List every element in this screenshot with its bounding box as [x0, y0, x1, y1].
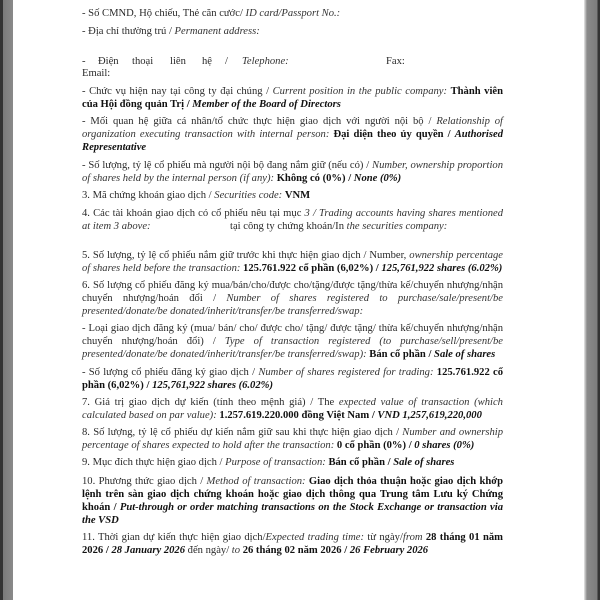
securities-company-label-en: the securities company: [346, 221, 448, 232]
label-vi: - Mối quan hệ giữa cá nhân/tổ chức thực hiện giao dịch với người nội bộ / [82, 116, 437, 127]
value-en: VND 1,257,619,220,000 [377, 410, 482, 421]
field-permanent-address [82, 25, 503, 38]
from-label-vi: từ ngày/ [367, 532, 403, 543]
item-6-transaction-type [82, 322, 503, 361]
end-date-vi: 26 tháng 02 năm 2026 / [242, 545, 350, 556]
dash: - [82, 56, 86, 67]
value-vi: 125.761.922 cổ phần (6,02%) / [243, 263, 382, 274]
label-vi: 8. Số lượng, tỷ lệ cổ phiếu dự kiến nắm giữ sau khi thực hiện giao dịch / [82, 427, 403, 438]
value-vi: 125.761.922 cổ phần (6,02%) / [82, 367, 503, 391]
end-date-en: 26 February 2026 [349, 545, 429, 556]
label-en: Current position in the public company: [272, 86, 451, 97]
label-vi: - Số lượng cổ phiếu đăng ký giao dịch / [82, 367, 259, 378]
label-vi: 3. Mã chứng khoán giao dịch / [82, 190, 215, 201]
item-6-shares-for-trading [82, 366, 503, 392]
value-en: Sale of shares [434, 349, 496, 360]
label-en: Expected trading time: [265, 532, 368, 543]
value-vi: 0 cổ phần (0%) / [336, 440, 415, 451]
item-11-trading-time [82, 531, 503, 557]
value-en: None (0%) [353, 173, 402, 184]
field-relationship [82, 115, 503, 154]
telephone-label-word: thoại [132, 56, 154, 67]
label-en: Number and ownership percentage of shares expected to hold after the transaction: [82, 427, 503, 451]
label-en: Number of shares registered for trading: [258, 367, 437, 378]
label-vi: - Số lượng, tỷ lệ cổ phiếu mà người nội bộ đang nắm giữ (nếu có) / [82, 160, 373, 171]
label-en: ownership percentage of shares held before the transaction: [82, 250, 503, 274]
value-en: 0 shares (0%) [414, 440, 475, 451]
label-vi: - Số CMND, Hộ chiếu, Thẻ căn cước/ [82, 8, 246, 19]
to-label-vi: đến ngày/ [185, 545, 232, 556]
value-vi: Thành viên của Hội đồng quản Trị / [82, 86, 503, 110]
label-en: Method of transaction: [206, 476, 309, 487]
label-vi: - Địa chỉ thường trú / [82, 26, 175, 37]
telephone-label-en: Telephone: [242, 56, 289, 67]
label-vi: - Loại giao dịch đăng ký (mua/ bán/ cho/ được cho/ tặng/ được tặng/ thừa kế/chuyển nhượng/nhận chuyển nhượng/hoán đổi) / [82, 323, 503, 347]
field-id-card [82, 7, 503, 20]
label-en: Securities code: [214, 190, 285, 201]
label-vi: 5. Số lượng, tỷ lệ cổ phiếu nắm giữ trước khi thực hiện giao dịch / Number, [82, 250, 410, 261]
item-8-shares-after [82, 426, 503, 452]
value-vi: Giao dịch thỏa thuận hoặc giao dịch khớp lệnh trên sàn giao dịch chứng khoán hoặc giao dịch thông qua Trung tâm Lưu ký Chứng khoán / [82, 476, 503, 513]
to-label-en: to [231, 545, 243, 556]
label-en: Relationship of organization executing transaction with internal person: [82, 116, 503, 140]
label-vi: 6. Số lượng cổ phiếu đăng ký mua/bán/cho/được cho/tặng/được tặng/thừa kế/chuyển nhượng/nhận chuyển nhượng/hoán đổi / [82, 280, 503, 304]
value-en: Put-through or order matching transactions on the Stock Exchange or transaction via the VSD [82, 502, 503, 526]
from-label-en: from [402, 532, 426, 543]
item-10-method [82, 475, 503, 527]
start-date-en: 28 January 2026 [111, 545, 186, 556]
label-en: Permanent address: [174, 26, 260, 37]
telephone-label-word: hệ [202, 56, 212, 67]
field-telephone-fax-email [82, 55, 503, 85]
label-vi: 9. Mục đích thực hiện giao dịch / [82, 457, 226, 468]
value-en: Authorised Representative [82, 129, 503, 153]
label-vi: 11. Thời gian dự kiến thực hiện giao dịch/ [82, 532, 266, 543]
value-vi: Đại diện theo ủy quyền / [333, 129, 455, 140]
label-en: expected value of transaction (which calculated based on par value): [82, 397, 503, 421]
label-en: ID card/Passport No.: [245, 8, 341, 19]
value-en: Sale of shares [393, 457, 455, 468]
item-6-shares-registered [82, 279, 503, 318]
start-date-vi: 28 tháng 01 năm 2026 / [82, 532, 503, 556]
email-label: Email: [82, 68, 111, 79]
value-en: 125,761,922 shares (6.02%) [152, 380, 274, 391]
label-vi: 4. Các tài khoản giao dịch có cổ phiếu nêu tại mục [82, 208, 305, 219]
label-en: Number, ownership proportion of shares held by the internal person (if any): [82, 160, 503, 184]
value-vi: Bán cổ phần / [328, 457, 394, 468]
telephone-label-word: Điện [98, 56, 119, 67]
fax-label: Fax: [386, 56, 405, 67]
page-edge-left [0, 0, 13, 600]
item-9-purpose [82, 456, 503, 469]
label-en: Number of shares registered to purchase/sale/present/be presented/donate/be donated/inherit/transfer/be transferred/swap: [82, 293, 503, 317]
label-en: Purpose of transaction: [225, 457, 329, 468]
value-en: 125,761,922 shares (6.02%) [381, 263, 503, 274]
label-vi: 7. Giá trị giao dịch dự kiến (tính theo mệnh giá) / The [82, 397, 339, 408]
value-vi: 1.257.619.220.000 đồng Việt Nam / [219, 410, 378, 421]
field-internal-person-holdings [82, 159, 503, 185]
label-en: 3 / Trading accounts having shares mentioned at item 3 above: [82, 208, 503, 232]
item-7-expected-value [82, 396, 503, 422]
securities-code-value: VNM [284, 190, 311, 201]
separator: / [225, 56, 228, 67]
page-edge-right [584, 0, 600, 600]
field-current-position [82, 85, 503, 111]
value-vi: Không có (0%) / [276, 173, 354, 184]
item-5-shares-before [82, 249, 503, 275]
value-vi: Bán cổ phần / [369, 349, 435, 360]
label-vi: 10. Phương thức giao dịch / [82, 476, 207, 487]
item-3-securities-code [82, 189, 503, 202]
securities-company-label-vi: tại công ty chứng khoán/In [230, 221, 347, 232]
value-en: Member of the Board of Directors [192, 99, 341, 110]
item-4-trading-accounts [82, 207, 503, 235]
label-en: Type of transaction registered (to purchase/sell/present/be presented/donate/be donated/inherit/transfer/be transferred/swap): [82, 336, 504, 360]
telephone-label-word: liên [170, 56, 186, 67]
label-vi: - Chức vụ hiện nay tại công ty đại chúng / [82, 86, 273, 97]
